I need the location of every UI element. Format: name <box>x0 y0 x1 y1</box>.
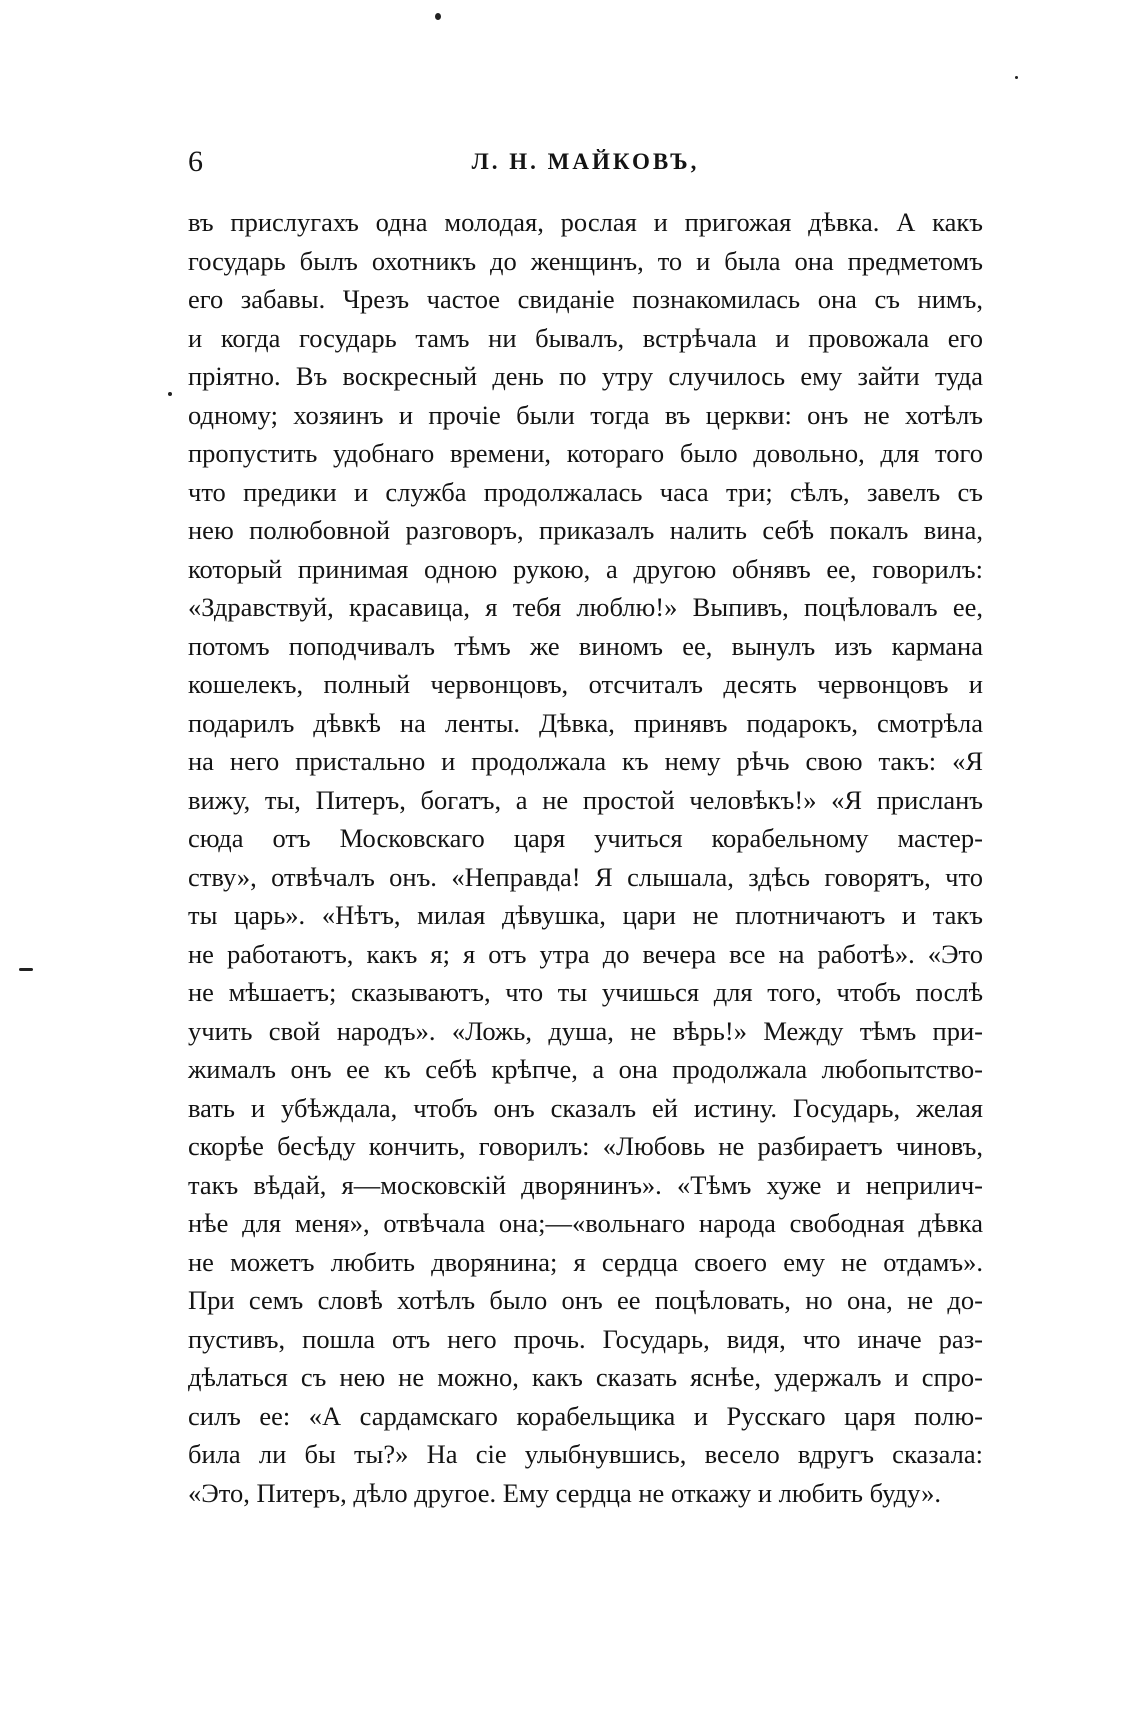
text-line: его забавы. Чрезъ частое свиданіе познакомилась она съ нимъ, <box>188 284 983 314</box>
page-number: 6 <box>188 145 203 178</box>
text-line: потомъ поподчивалъ тѣмъ же виномъ ее, вынулъ изъ кармана <box>188 630 983 661</box>
text-line: силъ ее: «А сардамскаго корабельщика и Русскаго царя полю- <box>188 1400 983 1431</box>
body-text <box>188 203 983 1512</box>
text-line: нѣе для меня», отвѣчала она;—«вольнаго народа свободная дѣвка <box>188 1208 983 1238</box>
text-line: била ли бы ты?» На сіе улыбнувшись, весело вдругъ сказала: <box>188 1439 983 1469</box>
text-line: который принимая одною рукою, а другою обнявъ ее, говорилъ: <box>188 553 983 584</box>
text-line: сюда отъ Московскаго царя учиться корабельному мастер- <box>188 823 983 853</box>
text-line: жималъ онъ ее къ себѣ крѣпче, а она продолжала любопытство- <box>188 1054 983 1084</box>
text-line: вижу, ты, Питеръ, богатъ, а не простой человѣкъ!» «Я присланъ <box>188 784 983 815</box>
text-line: не можетъ любить дворянина; я сердца своего ему не отдамъ». <box>188 1246 983 1277</box>
print-speck <box>435 13 441 20</box>
text-line: въ прислугахъ одна молодая, рослая и пригожая дѣвка. А какъ <box>188 207 983 237</box>
print-speck <box>19 968 33 971</box>
text-line: ты царь». «Нѣтъ, милая дѣвушка, цари не плотничаютъ и такъ <box>188 900 983 930</box>
page-header <box>188 142 983 182</box>
text-line: пріятно. Въ воскресный день по утру случилось ему зайти туда <box>188 361 983 391</box>
text-line: на него пристально и продолжала къ нему рѣчь свою такъ: «Я <box>188 746 983 776</box>
text-line: и когда государь тамъ ни бывалъ, встрѣчала и провожала его <box>188 322 983 353</box>
text-line: нею полюбовной разговоръ, приказалъ налить себѣ покалъ вина, <box>188 515 983 545</box>
text-line: что предики и служба продолжалась часа три; сѣлъ, завелъ съ <box>188 476 983 507</box>
text-line: «Это, Питеръ, дѣло другое. Ему сердца не откажу и любить буду». <box>188 1477 941 1508</box>
text-line: кошелекъ, полный червонцовъ, отсчиталъ десять червонцовъ и <box>188 669 983 699</box>
text-line: вать и убѣждала, чтобъ онъ сказалъ ей истину. Государь, желая <box>188 1092 983 1123</box>
print-speck <box>1015 76 1018 79</box>
text-line: пропустить удобнаго времени, котораго было довольно, для того <box>188 438 983 468</box>
text-line: подарилъ дѣвкѣ на ленты. Дѣвка, принявъ подарокъ, смотрѣла <box>188 707 983 738</box>
text-line: не работаютъ, какъ я; я отъ утра до вечера все на работѣ». «Это <box>188 938 983 969</box>
text-line: такъ вѣдай, я—московскій дворянинъ». «Тѣмъ хуже и неприлич- <box>188 1169 983 1200</box>
text-line: «Здравствуй, красавица, я тебя люблю!» Выпивъ, поцѣловалъ ее, <box>188 592 983 622</box>
text-line: пустивъ, пошла отъ него прочь. Государь, видя, что иначе раз- <box>188 1323 983 1354</box>
text-line: учить свой народъ». «Ложь, душа, не вѣрь!» Между тѣмъ при- <box>188 1015 983 1046</box>
text-line: государь былъ охотникъ до женщинъ, то и была она предметомъ <box>188 245 983 276</box>
text-line: При семъ словѣ хотѣлъ было онъ ее поцѣловать, но она, не до- <box>188 1285 983 1315</box>
text-line: одному; хозяинъ и прочіе были тогда въ церкви: онъ не хотѣлъ <box>188 399 983 430</box>
text-line: не мѣшаетъ; сказываютъ, что ты учишься для того, чтобъ послѣ <box>188 977 983 1007</box>
text-line: дѣлаться съ нею не можно, какъ сказать яснѣе, удержалъ и спро- <box>188 1362 983 1392</box>
running-head: Л. Н. МАЙКОВЪ, <box>471 149 700 174</box>
print-speck <box>168 392 172 396</box>
text-line: ству», отвѣчалъ онъ. «Неправда! Я слышала, здѣсь говорятъ, что <box>188 861 983 892</box>
text-line: скорѣе бесѣду кончить, говорилъ: «Любовь не разбираетъ чиновъ, <box>188 1131 983 1161</box>
